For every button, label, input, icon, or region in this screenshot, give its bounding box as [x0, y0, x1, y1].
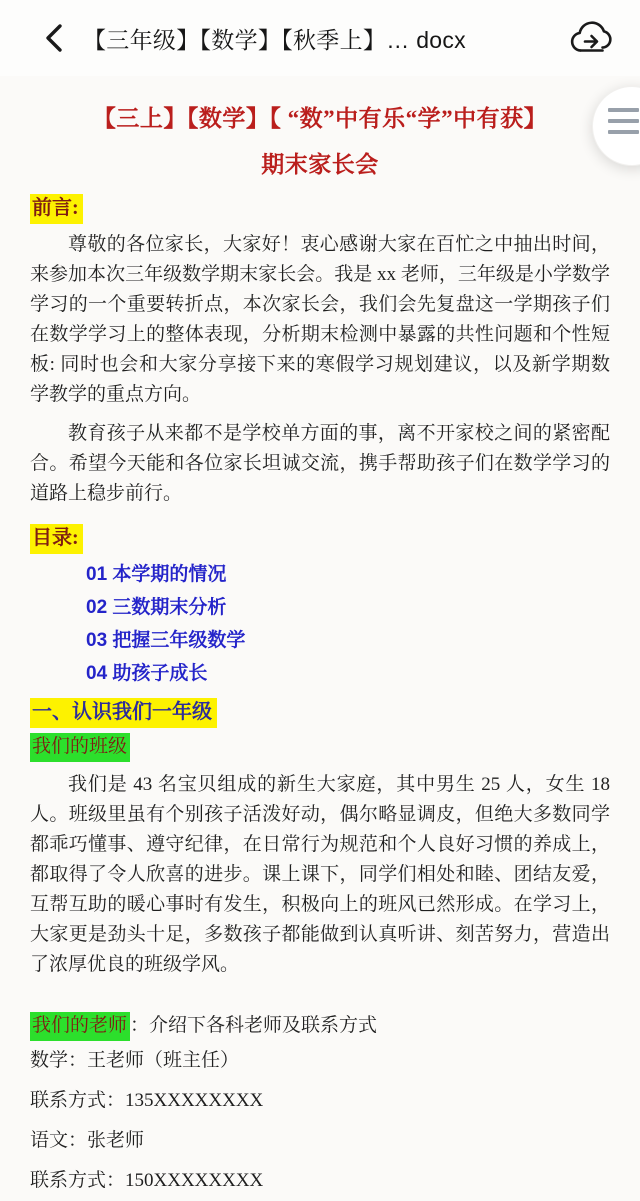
document-page[interactable] — [0, 76, 640, 1201]
preface-paragraph-1: 尊敬的各位家长，大家好！衷心感谢大家在百忙之中抽出时间，来参加本次三年级数学期末家长会。我是 xx 老师，三年级是小学数学学习的一个重要转折点，本次家长会，我们会先复盘这一学期孩子们在数学学习上的整体表现，分析期末检测中暴露的共性问题和个性短板: 同时也会和大家分享接下来的寒假学习规划建议，以及新学期数学教学的重点方向。 — [30, 234, 610, 405]
class-heading-row — [30, 731, 610, 766]
toc-item-01: 01 本学期的情况 — [86, 564, 227, 585]
preface-paragraph-2: 教育孩子从来都不是学校单方面的事，离不开家校之间的紧密配合。希望今天能和各位家长坦诚交流，携手帮助孩子们在数学学习的道路上稳步前行。 — [30, 423, 610, 504]
toc-heading-row — [30, 518, 610, 556]
preface-heading: 前言: — [30, 194, 83, 224]
teachers-section — [30, 1011, 610, 1201]
hamburger-icon — [608, 108, 639, 112]
class-paragraph: 我们是 43 名宝贝组成的新生大家庭，其中男生 25 人，女生 18 人。班级里虽有个别孩子活泼好动，偶尔略显调皮，但绝大多数同学都乖巧懂事、遵守纪律，在日常行为规范和个人良好习惯的养成上，都取得了令人欣喜的进步。课上课下，同学们相处和睦、团结友爱，互帮互助的暖心事时有发生，积极向上的班风已然形成。在学习上，大家更是劲头十足，多数孩子都能做到认真听讲、刻苦努力，营造出了浓厚优良的班级学风。 — [30, 774, 610, 975]
chevron-left-icon — [42, 22, 66, 54]
cloud-send-icon — [568, 17, 614, 59]
toc-item-02: 02 三数期末分析 — [86, 597, 227, 618]
share-button[interactable] — [566, 15, 616, 61]
section1-heading: 一、认识我们一年级 — [30, 698, 217, 728]
section1-heading-row — [30, 694, 610, 731]
teachers-subheading: 我们的老师 — [30, 1012, 130, 1041]
hamburger-icon — [608, 119, 639, 123]
class-subheading: 我们的班级 — [30, 733, 130, 762]
teachers-intro-row — [30, 1011, 610, 1041]
toc-heading: 目录: — [30, 524, 83, 554]
teacher-chinese-phone-line: 联系方式：150XXXXXXXX — [30, 1170, 264, 1191]
document-title-line1: 【三上】【数学】【 “数”中有乐“学”中有获】 — [92, 106, 548, 131]
teachers-intro-text: ：介绍下各科老师及联系方式 — [130, 1015, 378, 1036]
back-button[interactable] — [40, 21, 68, 55]
top-navigation-bar — [0, 0, 640, 76]
toc-item-04: 04 助孩子成长 — [86, 663, 208, 684]
hamburger-icon — [608, 130, 639, 134]
table-of-contents — [30, 558, 610, 690]
document-title-line2: 期末家长会 — [261, 152, 379, 177]
teacher-math-line: 数学：王老师（班主任） — [30, 1050, 240, 1071]
teacher-chinese-line: 语文：张老师 — [30, 1130, 145, 1151]
preface-heading-row — [30, 188, 610, 226]
document-filename-title: 【三年级】【数学】【秋季上】… docx — [83, 26, 466, 53]
toc-item-03: 03 把握三年级数学 — [86, 630, 246, 651]
teacher-math-phone-line: 联系方式：135XXXXXXXX — [30, 1090, 264, 1111]
